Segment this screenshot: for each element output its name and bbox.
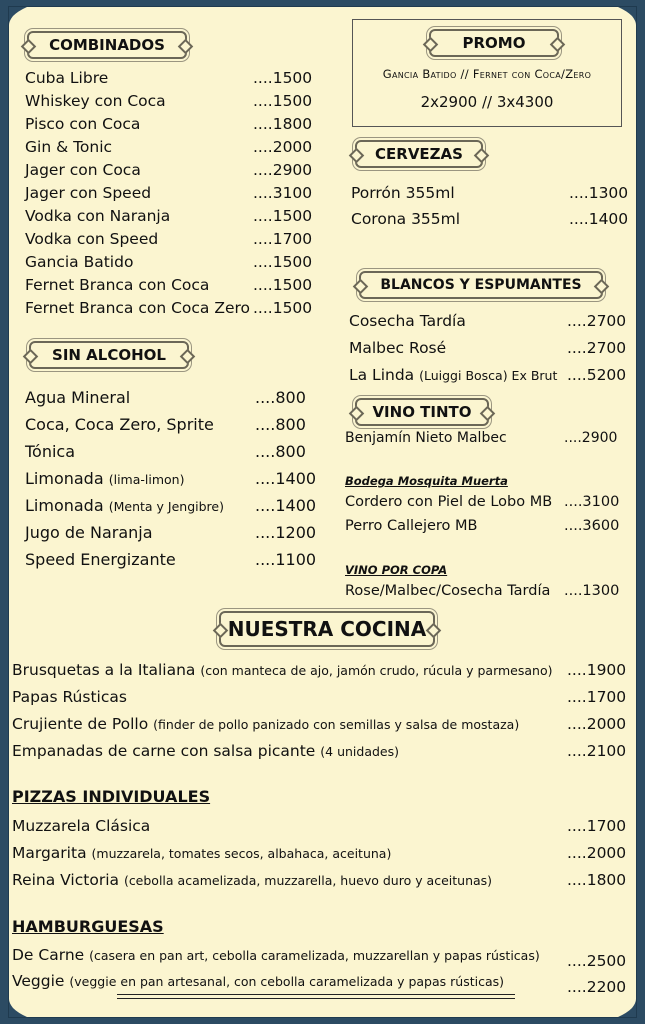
sin-alcohol-title: SIN ALCOHOL: [29, 341, 189, 369]
item-name: Gancia Batido: [25, 253, 134, 271]
item-name: [25, 495, 224, 518]
item-price: ....1500: [253, 207, 313, 225]
item-price: ....800: [255, 388, 306, 407]
item-name: Porrón 355ml: [351, 184, 455, 202]
item-price: ....3100: [253, 184, 313, 202]
item-price: ....2000: [253, 138, 313, 156]
item-detail: (4 unidades): [320, 744, 400, 759]
list-item: [25, 274, 317, 296]
item-name: Vodka con Naranja: [25, 207, 171, 225]
item-name: Muzzarela Clásica: [12, 817, 151, 835]
item-name: Corona 355ml: [351, 210, 461, 228]
list-item: [25, 113, 317, 135]
item-name: [12, 944, 540, 967]
promo-title: PROMO: [429, 29, 559, 57]
item-name: Papas Rústicas: [12, 688, 127, 706]
list-item: [351, 208, 631, 230]
item-detail: (con manteca de ajo, jamón crudo, rúcula y parmesano): [200, 663, 553, 678]
item-detail: (Luiggi Bosca) Ex Brut: [419, 368, 558, 383]
bodega-subtitle: Bodega Mosquita Muerta: [345, 474, 508, 488]
cocina-title: NUESTRA COCINA: [219, 611, 435, 647]
list-item: [25, 549, 317, 571]
list-item: [25, 205, 317, 227]
item-price: ....1500: [253, 299, 313, 317]
item-name: Cordero con Piel de Lobo MB: [345, 494, 553, 510]
item-price: ....5200: [567, 366, 627, 384]
item-name: Vodka con Speed: [25, 230, 159, 248]
item-detail: (lima-limon): [108, 472, 185, 487]
item-name: Gin & Tonic: [25, 138, 113, 156]
list-item: [12, 944, 632, 970]
list-item: [12, 740, 632, 762]
list-item: [25, 441, 317, 463]
item-detail: (muzzarela, tomates secos, albahaca, aceituna): [91, 846, 392, 861]
item-price: ....1300: [564, 583, 620, 599]
item-name-text: Limonada: [25, 469, 104, 488]
item-name-text: Empanadas de carne con salsa picante: [12, 742, 316, 760]
item-price: ....1700: [567, 817, 627, 835]
item-name: Perro Callejero MB: [345, 518, 478, 534]
list-item: [25, 67, 317, 89]
list-item: [25, 387, 317, 409]
item-price: ....1500: [253, 253, 313, 271]
item-name: [12, 869, 492, 892]
item-name-text: Crujiente de Pollo: [12, 715, 149, 733]
item-name: [12, 842, 391, 865]
corner-ornament-icon: [9, 999, 27, 1017]
blancos-title: BLANCOS Y ESPUMANTES: [359, 271, 603, 299]
copa-subtitle: VINO POR COPA: [345, 563, 448, 577]
item-price: ....2500: [567, 952, 627, 970]
item-name-text: Brusquetas a la Italiana: [12, 661, 196, 679]
item-price: ....1300: [569, 184, 629, 202]
list-item: [25, 522, 317, 544]
item-detail: (Menta y Jengibre): [108, 499, 224, 514]
item-price: ....800: [255, 415, 306, 434]
item-price: ....800: [255, 442, 306, 461]
item-name-text: La Linda: [349, 366, 415, 384]
item-name: [349, 364, 557, 387]
list-item: [25, 468, 317, 490]
list-item: [12, 869, 632, 891]
item-price: ....2700: [567, 339, 627, 357]
item-price: ....1400: [255, 496, 317, 515]
item-name: [25, 468, 184, 491]
item-price: ....2000: [567, 715, 627, 733]
pizzas-title: PIZZAS INDIVIDUALES: [12, 787, 211, 806]
item-name: Cuba Libre: [25, 69, 109, 87]
item-price: ....1400: [255, 469, 317, 488]
item-name: Jager con Speed: [25, 184, 152, 202]
item-name: Whiskey con Coca: [25, 92, 166, 110]
list-item: [12, 686, 632, 708]
item-price: ....3600: [564, 518, 620, 534]
list-item: [349, 310, 631, 332]
list-item: [25, 495, 317, 517]
item-price: ....1800: [253, 115, 313, 133]
item-name: Agua Mineral: [25, 388, 131, 407]
item-price: ....1700: [253, 230, 313, 248]
decorative-double-line: [117, 994, 515, 999]
promo-products: Gancia Batido // Fernet con Coca/Zero: [382, 67, 592, 81]
list-item: [349, 337, 631, 359]
list-item: [25, 90, 317, 112]
item-name-text: Margarita: [12, 844, 87, 862]
item-name-text: Limonada: [25, 496, 104, 515]
item-name: [12, 740, 399, 763]
list-item: [12, 713, 632, 735]
item-price: ....1500: [253, 92, 313, 110]
item-name: Jugo de Naranja: [25, 523, 153, 542]
item-price: ....2900: [564, 430, 618, 446]
list-item: [345, 580, 631, 602]
item-name: Speed Energizante: [25, 550, 176, 569]
item-name-text: De Carne: [12, 946, 85, 964]
item-name: Fernet Branca con Coca Zero: [25, 299, 251, 317]
item-price: ....2900: [253, 161, 313, 179]
item-price: ....1400: [569, 210, 629, 228]
cervezas-title: CERVEZAS: [355, 140, 483, 168]
item-name: [12, 713, 519, 736]
item-name: Jager con Coca: [25, 161, 141, 179]
item-name: [12, 970, 504, 993]
list-item: [25, 182, 317, 204]
list-item: [25, 159, 317, 181]
item-price: ....1700: [567, 688, 627, 706]
hamburguesas-title: HAMBURGUESAS: [12, 917, 164, 936]
item-name: Malbec Rosé: [349, 339, 447, 357]
list-item: [12, 815, 632, 837]
item-name: Rose/Malbec/Cosecha Tardía: [345, 583, 551, 599]
item-price: ....2000: [567, 844, 627, 862]
item-price: ....1500: [253, 276, 313, 294]
list-item: [12, 659, 632, 681]
list-item: [12, 842, 632, 864]
item-price: ....1200: [255, 523, 317, 542]
promo-prices: 2x2900 // 3x4300: [420, 93, 554, 111]
item-price: ....2100: [567, 742, 627, 760]
item-detail: (cebolla acamelizada, muzzarella, huevo duro y aceitunas): [123, 873, 493, 888]
list-item: [345, 427, 631, 449]
list-item: [25, 136, 317, 158]
item-price: ....3100: [564, 494, 620, 510]
item-price: ....2700: [567, 312, 627, 330]
item-price: ....1800: [567, 871, 627, 889]
item-name: Cosecha Tardía: [349, 312, 466, 330]
corner-ornament-icon: [618, 999, 636, 1017]
list-item: [349, 364, 631, 386]
vino-tinto-title: VINO TINTO: [355, 398, 489, 426]
list-item: [345, 491, 631, 513]
item-detail: (finder de pollo panizado con semillas y salsa de mostaza): [153, 717, 520, 732]
list-item: [345, 515, 631, 537]
list-item: [25, 297, 317, 319]
combinados-title: COMBINADOS: [27, 31, 187, 59]
corner-ornament-icon: [9, 7, 27, 25]
item-detail: (casera en pan art, cebolla caramelizada, muzzarellan y papas rústicas): [89, 948, 540, 963]
item-detail: (veggie en pan artesanal, con cebolla caramelizada y papas rústicas): [69, 974, 505, 989]
item-name-text: Veggie: [12, 972, 65, 990]
item-name: Coca, Coca Zero, Sprite: [25, 415, 214, 434]
item-price: ....1500: [253, 69, 313, 87]
item-name: Tónica: [25, 442, 76, 461]
menu-page: [8, 6, 637, 1018]
list-item: [12, 970, 632, 996]
item-price: ....1900: [567, 661, 627, 679]
item-name: Benjamín Nieto Malbec: [345, 430, 507, 446]
item-name: [12, 659, 552, 682]
item-price: ....1100: [255, 550, 317, 569]
list-item: [25, 251, 317, 273]
list-item: [25, 414, 317, 436]
list-item: [25, 228, 317, 250]
item-name: Pisco con Coca: [25, 115, 141, 133]
item-price: ....2200: [567, 978, 627, 996]
item-name: Fernet Branca con Coca: [25, 276, 210, 294]
item-name-text: Reina Victoria: [12, 871, 119, 889]
list-item: [351, 182, 631, 204]
